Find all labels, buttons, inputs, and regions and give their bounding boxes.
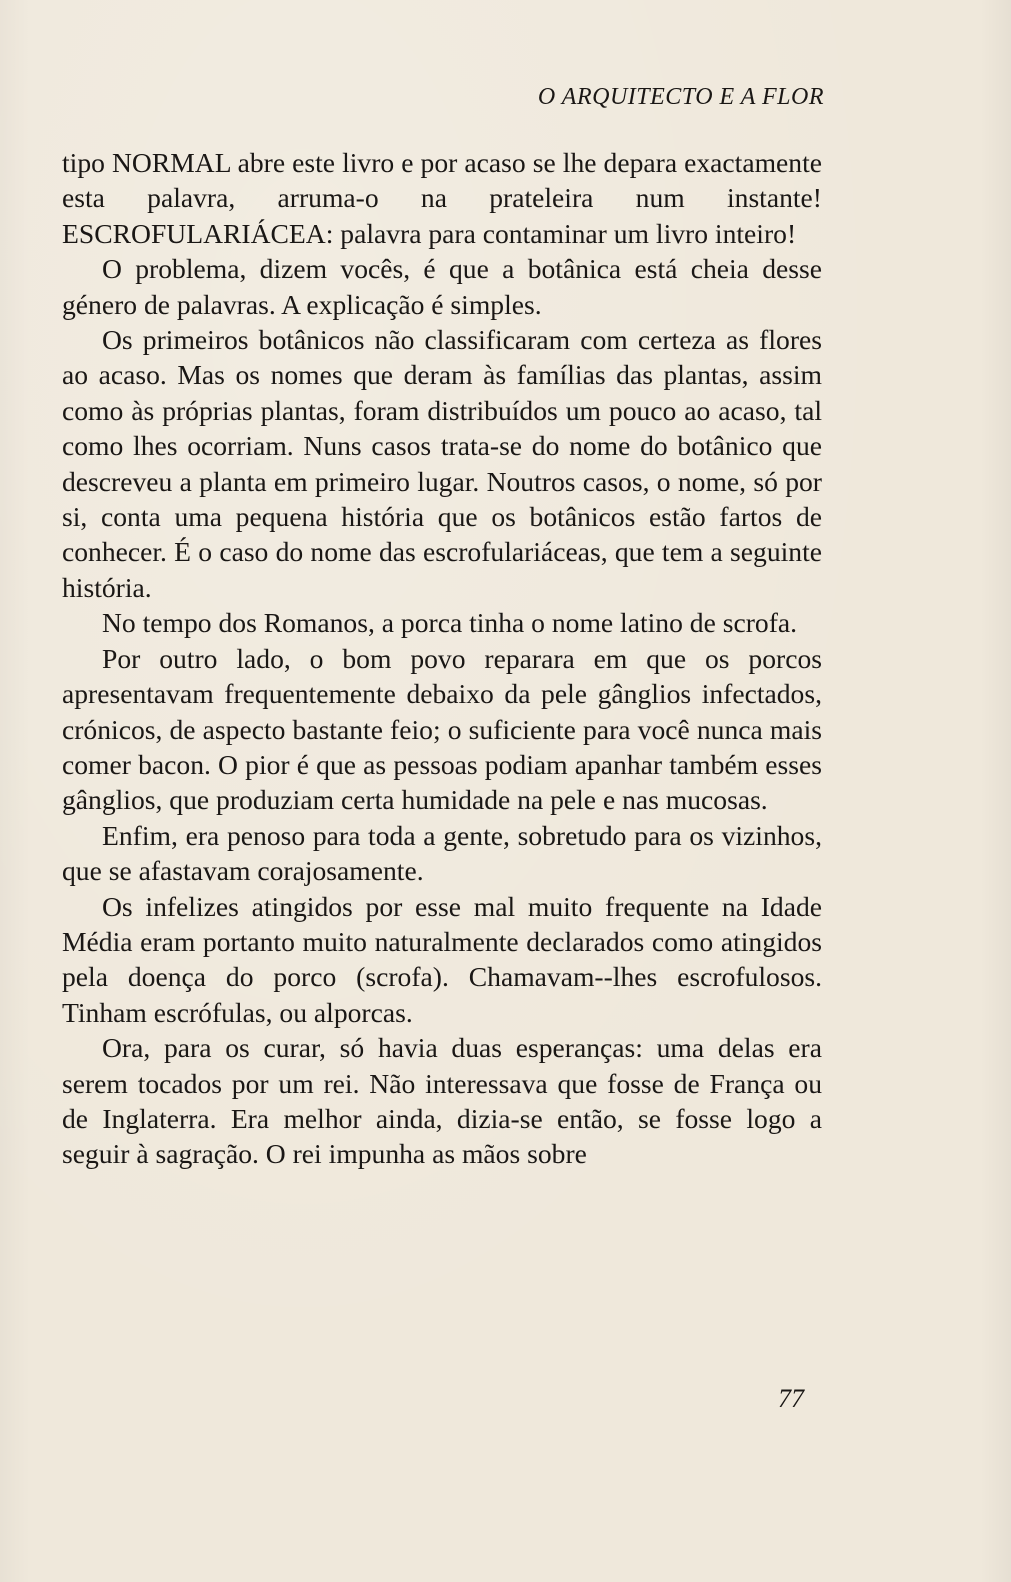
body-text bbox=[62, 145, 822, 1172]
paragraph: Os primeiros botânicos não classificaram com certeza as flores ao acaso. Mas os nomes que deram às famílias das plantas, assim como às próprias plantas, foram distribuídos um pouco ao acaso, tal como lhes ocorriam. Nuns casos trata-se do nome do botânico que descreveu a planta em primeiro lugar. Noutros casos, o nome, só por si, conta uma pequena história que os botânicos estão fartos de conhecer. É o caso do nome das escrofulariáceas, que tem a seguinte história. bbox=[62, 324, 822, 603]
paragraph: Por outro lado, o bom povo reparara em que os porcos apresentavam frequentemente debaixo da pele gânglios infectados, crónicos, de aspecto bastante feio; o suficiente para você nunca mais comer bacon. O pior é que as pessoas podiam apanhar também esses gânglios, que produziam certa humidade na pele e nas mucosas. bbox=[62, 642, 822, 816]
paragraph: Ora, para os curar, só havia duas esperanças: uma delas era serem tocados por um rei. Não interessava que fosse de França ou de Inglaterra. Era melhor ainda, dizia-se então, se fosse logo a seguir à sagração. O rei impunha as mãos sobre bbox=[62, 1032, 822, 1170]
paragraph: O problema, dizem vocês, é que a botânica está cheia desse género de palavras. A explicação é simples. bbox=[62, 253, 822, 320]
paragraph: No tempo dos Romanos, a porca tinha o nome latino de scrofa. bbox=[102, 607, 798, 639]
paragraph: Enfim, era penoso para toda a gente, sobretudo para os vizinhos, que se afastavam corajosamente. bbox=[62, 819, 822, 887]
page-number: 77 bbox=[778, 1384, 804, 1413]
paragraph: tipo NORMAL abre este livro e por acaso se lhe depara exactamente esta palavra, arruma-o na prateleira num instante! ESCROFULARIÁCEA: palavra para contaminar um livro inteiro! bbox=[62, 147, 822, 249]
running-head: O ARQUITECTO E A FLOR bbox=[537, 84, 824, 110]
paragraph: Os infelizes atingidos por esse mal muito frequente na Idade Média eram portanto muito naturalmente declarados como atingidos pela doença do porco (scrofa). Chamavam--lhes escrofulosos. Tinham escrófulas, ou alporcas. bbox=[62, 890, 822, 1028]
